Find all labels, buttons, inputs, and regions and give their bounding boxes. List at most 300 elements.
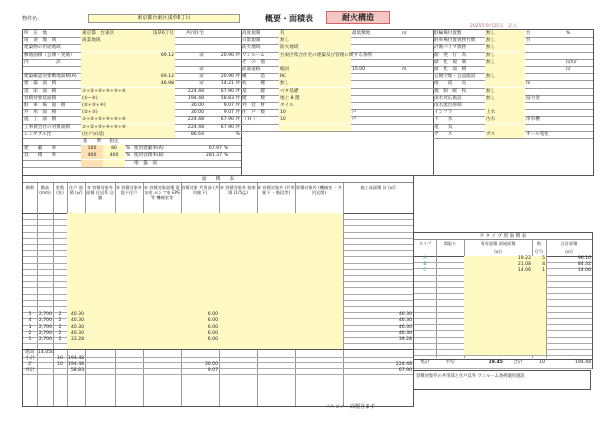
summary-value[interactable]: 無し bbox=[279, 80, 351, 87]
summary-value[interactable] bbox=[485, 66, 525, 73]
summary-value bbox=[205, 66, 241, 73]
summary-label: 建築確認対象敷地面積(A) bbox=[24, 74, 77, 80]
area-cell[interactable]: 40.30 bbox=[67, 325, 85, 331]
summary-value: 20.90 坪 bbox=[220, 74, 240, 80]
summary-value[interactable]: 幅員 bbox=[279, 66, 351, 73]
summary-label: 延 床 面 積 bbox=[24, 88, 57, 94]
summary-value bbox=[565, 102, 593, 109]
summary-value[interactable]: 東京都 台東区 bbox=[81, 30, 131, 37]
area-footer-value bbox=[37, 368, 53, 374]
summary-value[interactable]: ①+②+③+④+⑤+⑥ bbox=[81, 116, 131, 123]
type-cell[interactable] bbox=[436, 349, 464, 355]
summary-label: 緑 化 規 制 bbox=[434, 59, 467, 65]
area-col-header: 容積対象外 (機械室 ・共用玄関) bbox=[295, 185, 343, 195]
summary-value: 共同住宅 bbox=[185, 31, 204, 36]
type-col-header: 合計面積 bbox=[560, 241, 578, 246]
type-cell: 14.06 bbox=[577, 268, 591, 274]
summary-value bbox=[351, 59, 401, 66]
summary-value bbox=[351, 88, 401, 95]
summary-label: 公開空地・公益施設 bbox=[434, 74, 476, 80]
summary-label bbox=[241, 124, 279, 131]
summary-value: ㎡ bbox=[402, 31, 407, 36]
summary-label: 下 水 bbox=[434, 117, 453, 123]
summary-label: ワンルーム bbox=[242, 52, 265, 58]
area-cell[interactable]: 2,700 bbox=[38, 318, 52, 324]
summary-value bbox=[351, 44, 401, 51]
summary-value[interactable] bbox=[81, 80, 131, 87]
area-cell[interactable]: 2 bbox=[58, 337, 62, 342]
type-cell[interactable]: 5 bbox=[532, 256, 546, 262]
area-cell[interactable]: 40.30 bbox=[67, 331, 85, 337]
type-footer-row bbox=[414, 359, 592, 369]
summary-value[interactable] bbox=[131, 59, 175, 66]
ratio-value[interactable]: 400 bbox=[103, 152, 125, 159]
type-footer-label: 集計 bbox=[420, 360, 430, 365]
ratio-value[interactable]: 100 bbox=[81, 145, 103, 152]
area-cell: 2 bbox=[28, 330, 32, 336]
area-footer-label: 小計 bbox=[25, 355, 35, 361]
summary-value[interactable] bbox=[131, 37, 175, 44]
type-cell[interactable]: 4 bbox=[532, 262, 546, 268]
summary-value[interactable]: 10 bbox=[279, 116, 351, 123]
type-col-header: 専有面積 部屋面積 bbox=[480, 241, 516, 246]
summary-value: m bbox=[402, 67, 407, 72]
summary-value[interactable] bbox=[131, 124, 175, 131]
area-col-header: 住戸 面積 (㎡) bbox=[69, 185, 83, 195]
summary-label: 所 在 地 bbox=[24, 31, 47, 36]
area-footer-value: 194.48 bbox=[68, 355, 85, 361]
summary-value[interactable]: 防火地域 bbox=[279, 44, 351, 51]
summary-value bbox=[401, 116, 431, 123]
summary-value[interactable]: 10 bbox=[279, 109, 351, 116]
summary-label: インフラ bbox=[434, 110, 453, 116]
summary-value: ㎡ bbox=[199, 52, 204, 58]
summary-value[interactable] bbox=[485, 102, 525, 109]
ratio-value: 67.97 bbox=[208, 146, 222, 152]
summary-value[interactable]: RC bbox=[279, 73, 351, 80]
area-cell: 46.30 bbox=[398, 318, 412, 324]
summary-value: ㎡ bbox=[566, 67, 571, 72]
ratio-header: 基 準 bbox=[82, 139, 102, 144]
area-cell[interactable]: 33.28 bbox=[67, 337, 85, 343]
summary-value bbox=[565, 37, 593, 44]
summary-value: 戸 bbox=[352, 110, 357, 116]
ratio-label: 建 蔽 率 bbox=[24, 146, 57, 152]
summary-value bbox=[565, 124, 593, 131]
summary-label: 電 気 bbox=[434, 124, 453, 130]
summary-value: 224.48 bbox=[187, 88, 204, 94]
area-col-header: ③ 容積対象外 地下住戸 bbox=[115, 185, 143, 195]
summary-value[interactable]: 無し bbox=[485, 44, 525, 51]
summary-value: 戸 bbox=[352, 117, 357, 123]
summary-value[interactable]: ベタ基礎 bbox=[279, 88, 351, 95]
summary-value[interactable] bbox=[131, 95, 175, 102]
summary-value[interactable]: 46.98 bbox=[131, 80, 175, 87]
ratio-unit bbox=[125, 160, 133, 167]
ratio-label: 使用容積率(B) bbox=[134, 153, 164, 159]
summary-value[interactable]: 地上 8 階 bbox=[279, 95, 351, 102]
area-cell[interactable]: 2 bbox=[58, 330, 62, 336]
summary-label: そ の 他 bbox=[242, 59, 265, 65]
summary-label: 高度規制 bbox=[242, 31, 261, 36]
summary-value bbox=[205, 37, 241, 44]
type-table-title: ⑦ タ イ プ 別 面 積 表 bbox=[414, 233, 592, 240]
summary-value bbox=[351, 52, 401, 59]
type-cell[interactable]: 14.06 bbox=[464, 268, 532, 274]
project-name[interactable]: 東京都台東区浅草6丁目 bbox=[88, 14, 240, 23]
summary-value bbox=[205, 30, 241, 37]
ratio-unit bbox=[223, 160, 237, 167]
summary-label: 用 途 地 域 bbox=[24, 38, 57, 44]
summary-value bbox=[401, 109, 431, 116]
area-cell[interactable]: 6.00 bbox=[181, 331, 219, 337]
summary-label: 駐車場付置義務台数 bbox=[434, 38, 476, 44]
summary-value[interactable] bbox=[131, 131, 175, 138]
summary-value[interactable]: (住戸)/(延) bbox=[81, 131, 131, 138]
area-cell: 39.28 bbox=[398, 337, 412, 342]
summary-value[interactable] bbox=[131, 116, 175, 123]
summary-value: ㎡/㎡ bbox=[566, 59, 577, 65]
type-col-header: 間取り bbox=[443, 241, 457, 246]
summary-value[interactable]: 69.12 bbox=[131, 52, 175, 59]
summary-value[interactable]: 有 bbox=[279, 30, 351, 37]
summary-value: 224.48 bbox=[187, 124, 204, 130]
summary-value[interactable]: タイル bbox=[279, 102, 351, 109]
summary-label: 建 築 面 積 bbox=[24, 81, 57, 87]
type-cell[interactable]: 21.08 bbox=[464, 262, 532, 268]
area-cell: 46.30 bbox=[398, 324, 412, 330]
type-note: 容積対象外の共用部と住戸以外 ワンルーム条例適用施設 bbox=[413, 370, 591, 390]
summary-value: オール電化 bbox=[526, 131, 549, 137]
summary-label: 内 訳 bbox=[24, 59, 61, 65]
area-footer-value: 58.83 bbox=[70, 368, 84, 373]
summary-value bbox=[351, 124, 401, 131]
summary-label: 計画パイプ義務 bbox=[434, 45, 467, 51]
summary-label: 構 造 bbox=[242, 74, 265, 80]
type-footer-label: 平均 bbox=[445, 360, 455, 365]
area-cell[interactable]: 2 bbox=[58, 318, 62, 324]
fire-type-badge: 耐火構造 bbox=[326, 11, 390, 24]
type-area-table bbox=[413, 232, 593, 369]
summary-value[interactable]: 無し bbox=[279, 37, 351, 44]
summary-value: 67.90 坪 bbox=[220, 88, 240, 94]
summary-label: 共 用 面 積 bbox=[24, 110, 57, 116]
summary-value[interactable] bbox=[131, 88, 175, 95]
summary-value: 86.64 bbox=[190, 131, 204, 137]
summary-left bbox=[23, 30, 242, 175]
summary-value bbox=[351, 37, 401, 44]
summary-value[interactable] bbox=[131, 44, 175, 51]
area-footer-value bbox=[53, 368, 67, 374]
date-stamp: 2025年9月25日 記入 bbox=[470, 24, 518, 29]
ratio-unit: % bbox=[224, 153, 229, 159]
summary-value bbox=[565, 109, 593, 116]
area-col-header: 階数 bbox=[25, 185, 35, 190]
summary-label: 敷地面積（公簿・実測） bbox=[24, 52, 75, 58]
area-footer-label: 階高 bbox=[25, 350, 35, 356]
summary-value bbox=[175, 37, 205, 44]
type-footer-label: 合計 bbox=[513, 360, 523, 365]
type-footer-value: 10 bbox=[539, 360, 545, 365]
area-cell[interactable]: 2,700 bbox=[38, 337, 52, 342]
summary-value[interactable]: 無し bbox=[485, 73, 525, 80]
area-col-header: 容積対象 共用部 (共用廊下) bbox=[181, 185, 219, 195]
summary-value[interactable]: 無し bbox=[485, 30, 525, 37]
type-header-row bbox=[414, 240, 592, 257]
summary-value[interactable]: ①+②+③+④+⑤+⑥ bbox=[81, 124, 131, 131]
area-footer-value: 14,050 bbox=[38, 350, 55, 356]
ratio-value[interactable]: 80 bbox=[103, 145, 125, 152]
area-col-header: 施工床面積 計 (㎡) bbox=[360, 185, 396, 190]
area-cell: 46.30 bbox=[398, 312, 412, 318]
summary-label: 施 工 面 積 bbox=[24, 117, 57, 123]
area-col-header: ③ 容積対象外面積 住居系 店舗 bbox=[86, 185, 114, 200]
summary-value[interactable]: 無し bbox=[485, 88, 525, 95]
summary-value[interactable] bbox=[485, 124, 525, 131]
summary-value[interactable]: 上水 bbox=[485, 109, 525, 116]
ratio-value[interactable]: 400 bbox=[81, 152, 103, 159]
summary-label: 日影規制 bbox=[242, 38, 261, 44]
area-footer-value: 10 bbox=[57, 355, 63, 361]
summary-value: 30.00 bbox=[190, 103, 204, 108]
type-col-header: タイプ bbox=[418, 241, 432, 246]
ratio-label: 使用建蔽率(A) bbox=[134, 146, 164, 152]
summary-value[interactable] bbox=[279, 59, 351, 66]
type-footer-value: 19.45 bbox=[488, 360, 503, 365]
area-footer-label: 坪計 bbox=[25, 368, 35, 373]
area-cell: 4 bbox=[28, 318, 32, 324]
ratio-unit: % bbox=[224, 146, 229, 152]
summary-value[interactable]: 無し bbox=[485, 52, 525, 59]
summary-value[interactable]: 商業地域 bbox=[81, 37, 131, 44]
area-footer-label: 計 bbox=[27, 361, 33, 367]
area-cell[interactable]: 2,700 bbox=[38, 324, 52, 330]
summary-value[interactable] bbox=[81, 44, 131, 51]
summary-value bbox=[525, 124, 565, 131]
summary-value: 14.21 坪 bbox=[220, 81, 240, 87]
area-cell[interactable]: 6.00 bbox=[181, 337, 219, 343]
summary-value[interactable]: 汚水 bbox=[485, 116, 525, 123]
area-footer-value: 67.90 bbox=[398, 368, 412, 373]
type-col-unit: (㎡) bbox=[494, 249, 502, 254]
summary-value[interactable] bbox=[81, 66, 131, 73]
area-cell[interactable]: 2,700 bbox=[38, 330, 52, 336]
summary-value: 224.48 bbox=[187, 117, 204, 123]
summary-label: 杭 種 bbox=[242, 81, 265, 87]
area-cell[interactable]: 6.00 bbox=[181, 318, 219, 324]
type-row bbox=[414, 349, 592, 356]
summary-value: ㎡ bbox=[199, 74, 204, 80]
type-cell[interactable] bbox=[464, 349, 532, 355]
summary-label: レンタブル比 bbox=[24, 131, 52, 137]
summary-value[interactable] bbox=[81, 52, 131, 59]
area-footer-value: 194.48 bbox=[68, 361, 85, 367]
summary-value[interactable] bbox=[131, 109, 175, 116]
summary-label: 接 道 長 bbox=[434, 81, 467, 87]
summary-value: 台 bbox=[526, 31, 531, 36]
summary-value: 協力金 bbox=[526, 95, 540, 101]
summary-value[interactable]: 浅草6丁目 bbox=[131, 30, 175, 37]
summary-label: 駐 車 場 面 積 bbox=[24, 103, 66, 108]
summary-value[interactable]: 69.12 bbox=[131, 73, 175, 80]
area-section-title: 面 積 表 bbox=[23, 176, 413, 183]
summary-value bbox=[525, 66, 565, 73]
summary-label: 緑 化 面 積 bbox=[434, 67, 467, 72]
summary-label: 駐輪場付置数 bbox=[434, 31, 462, 36]
area-cell: 3 bbox=[28, 324, 32, 330]
area-footer-value: 30.00 bbox=[204, 361, 218, 367]
type-col-unit: (㎡) bbox=[565, 249, 573, 254]
summary-value: 9.07 坪 bbox=[223, 110, 240, 116]
balcony-note: バルコニー面積含まず bbox=[325, 404, 376, 410]
summary-value: 最低敷地 bbox=[352, 31, 371, 36]
summary-value: % bbox=[566, 31, 571, 36]
summary-label: 住 戸 数 bbox=[242, 110, 265, 116]
type-cell: 96.10 bbox=[577, 256, 591, 261]
type-cell bbox=[414, 349, 436, 355]
type-cell[interactable]: 1 bbox=[532, 268, 546, 274]
type-cell[interactable] bbox=[532, 349, 546, 355]
summary-label: 階 数 bbox=[242, 95, 265, 101]
summary-value bbox=[401, 102, 431, 109]
summary-value bbox=[565, 116, 593, 123]
summary-value[interactable]: 無し bbox=[485, 37, 525, 44]
area-col-header: ⑥ 容積対象外 (共用廊下 ・階段等) bbox=[257, 185, 295, 195]
area-cell: 46.30 bbox=[398, 330, 412, 336]
summary-value bbox=[401, 37, 431, 44]
summary-label: 開 発 行 為 bbox=[434, 52, 467, 58]
summary-right bbox=[433, 30, 593, 175]
summary-row bbox=[241, 124, 433, 132]
summary-label: 工事費会社の対象面積 bbox=[24, 124, 70, 130]
summary-value bbox=[401, 95, 431, 102]
summary-value bbox=[565, 52, 593, 59]
summary-value: m bbox=[526, 81, 531, 87]
summary-value: 67.90 坪 bbox=[220, 117, 240, 123]
summary-value: 67.90 坪 bbox=[220, 124, 240, 130]
summary-value bbox=[401, 52, 431, 59]
summary-value bbox=[351, 102, 401, 109]
summary-value bbox=[565, 131, 593, 138]
area-cell[interactable]: 40.30 bbox=[67, 318, 85, 324]
summary-value: 9.07 坪 bbox=[223, 103, 240, 108]
summary-value: 15.00 bbox=[352, 67, 366, 72]
summary-value[interactable]: ①+②+③+④+⑤+⑥ bbox=[81, 88, 131, 95]
summary-value[interactable] bbox=[279, 124, 351, 131]
summary-value bbox=[401, 80, 431, 87]
type-cell: A bbox=[423, 256, 427, 261]
summary-value: 194.48 bbox=[187, 95, 204, 101]
summary-value bbox=[401, 73, 431, 80]
ratio-value[interactable] bbox=[81, 160, 103, 167]
summary-value bbox=[525, 102, 565, 109]
area-cell: 1 bbox=[28, 337, 32, 342]
summary-value[interactable] bbox=[81, 73, 131, 80]
summary-label: （ H ） bbox=[242, 117, 258, 123]
area-cell[interactable]: 6.00 bbox=[181, 312, 219, 318]
ratio-label: 容 積 率 bbox=[24, 153, 57, 159]
area-footer-row bbox=[23, 368, 413, 375]
area-cell: 5 bbox=[28, 312, 32, 318]
area-col-header: 室数(室) bbox=[55, 185, 65, 195]
area-table bbox=[22, 175, 414, 407]
summary-value: 台 bbox=[526, 38, 531, 44]
summary-label: 外 装 材 bbox=[242, 103, 265, 108]
summary-value[interactable]: 無し bbox=[485, 95, 525, 102]
type-cell bbox=[546, 349, 592, 355]
summary-value[interactable]: (①−⑥) bbox=[81, 95, 131, 102]
summary-value: 浄水槽 bbox=[526, 117, 540, 123]
summary-label: 規 制 緩 和 bbox=[434, 88, 467, 94]
area-col-header: ⑤ 容積対象面積 電気室 ポンプ室 EPS等 機械室等 bbox=[144, 185, 180, 200]
area-cell[interactable]: 2 bbox=[58, 324, 62, 330]
area-cell[interactable]: 6.00 bbox=[181, 325, 219, 331]
summary-value bbox=[351, 73, 401, 80]
summary-value: ㎡ bbox=[199, 81, 204, 87]
ratio-row bbox=[23, 160, 241, 168]
summary-value: 30.00 bbox=[190, 110, 204, 116]
summary-value[interactable] bbox=[131, 66, 175, 73]
summary-value: ㎡ bbox=[199, 67, 204, 72]
area-footer-value: 9.07 bbox=[207, 368, 218, 373]
area-footer-value: 224.48 bbox=[395, 361, 412, 367]
summary-value: 20.90 坪 bbox=[220, 52, 240, 58]
summary-label: 前面道路 bbox=[242, 67, 261, 72]
area-cell[interactable]: 40.30 bbox=[67, 312, 85, 318]
summary-value bbox=[525, 44, 565, 51]
summary-value: % bbox=[235, 131, 240, 137]
summary-value[interactable] bbox=[485, 80, 525, 87]
page-title: 概要・面積表 bbox=[265, 14, 313, 23]
area-footer-value: 10 bbox=[57, 361, 63, 367]
summary-value[interactable]: (②+③+④) bbox=[81, 102, 131, 109]
type-cell[interactable]: 19.22 bbox=[464, 256, 532, 262]
summary-value bbox=[525, 52, 565, 59]
ratio-header: 指定 bbox=[109, 139, 119, 144]
summary-value bbox=[565, 80, 593, 87]
type-footer-value: 194.48 bbox=[574, 360, 591, 365]
area-cell[interactable]: 2,700 bbox=[38, 312, 52, 318]
ratio-unit: % bbox=[126, 153, 131, 159]
type-cell: B bbox=[423, 262, 427, 268]
area-col-header: 階高(mm) bbox=[39, 185, 51, 195]
summary-value bbox=[565, 73, 593, 80]
summary-label: 基 礎 bbox=[242, 88, 265, 94]
summary-value[interactable]: (②+⑤) bbox=[81, 109, 131, 116]
area-header-row bbox=[23, 183, 413, 214]
summary-value[interactable]: ガス bbox=[485, 131, 525, 138]
summary-value[interactable]: 無し bbox=[485, 59, 525, 66]
summary-label: 雨水流出抑制 bbox=[434, 103, 462, 108]
summary-label bbox=[23, 66, 81, 73]
summary-value[interactable] bbox=[81, 59, 131, 66]
summary-value bbox=[401, 59, 431, 66]
area-col-header: ⑥ 容積対象外 駐車場 (1/5迄) bbox=[220, 185, 256, 195]
summary-value bbox=[565, 44, 593, 51]
summary-value bbox=[525, 73, 565, 80]
summary-value[interactable] bbox=[131, 102, 175, 109]
type-col-unit: (戸) bbox=[535, 249, 543, 254]
summary-value bbox=[525, 88, 565, 95]
ratio-value[interactable] bbox=[103, 160, 125, 167]
area-cell[interactable]: 2 bbox=[58, 312, 62, 318]
summary-value bbox=[401, 44, 431, 51]
summary-value[interactable]: 台東区集合住宅の建築及び管理に関する条例 bbox=[280, 52, 372, 58]
ratio-label bbox=[23, 160, 81, 167]
summary-value bbox=[401, 124, 431, 131]
ratio-label: 地 盤 面 bbox=[134, 160, 157, 166]
summary-value bbox=[401, 88, 431, 95]
